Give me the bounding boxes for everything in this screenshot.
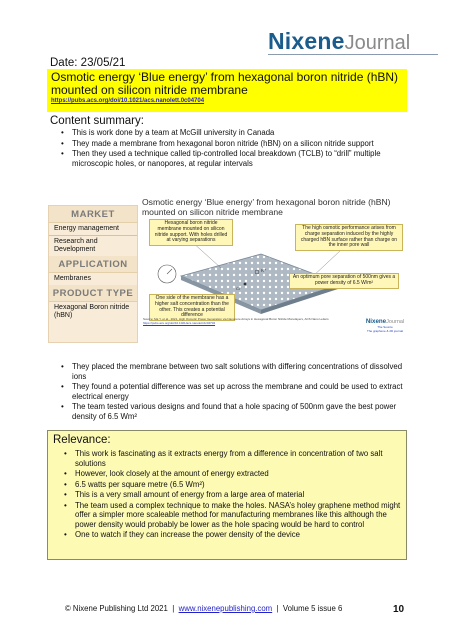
footer-separator: | xyxy=(276,604,279,613)
summary-figure xyxy=(48,197,407,343)
page-footer xyxy=(65,604,405,613)
figure-logo-tag: The graphene & 2D journal xyxy=(366,329,404,333)
ion-charge-label: K⁺ xyxy=(261,268,267,273)
list-item: • This is work done by a team at McGill university in Canada xyxy=(58,128,408,138)
details-list xyxy=(58,362,408,422)
footer-website-link[interactable]: www.nixenepublishing.com xyxy=(178,604,273,613)
list-item: • 6.5 watts per square metre (6.5 Wm²) xyxy=(61,480,401,490)
journal-logo xyxy=(268,28,438,54)
membrane-illustration xyxy=(141,218,407,343)
figure-logo-main: Nixene xyxy=(365,318,387,325)
list-item: • This work is fascinating as it extracts energy from a difference in concentration of two salt solutions xyxy=(61,449,401,468)
relevance-list xyxy=(61,449,401,540)
figure-logo-tag: The Source xyxy=(377,325,393,329)
figure-logo-sub: Journal xyxy=(386,319,405,325)
list-item: • One to watch if they can increase the power density of the device xyxy=(61,530,401,540)
market-item: Research and Development xyxy=(54,238,98,253)
list-item: • They placed the membrane between two salt solutions with differing concentrations of dissolved ions xyxy=(58,362,408,381)
relevance-heading: Relevance: xyxy=(53,434,111,446)
list-item: • The team used a complex technique to make the holes. NASA’s holey graphene method might offer a simpler more scaleable method for manufacturing membranes like this although the power density would probably be lower as the hole spacing would be hard to control xyxy=(61,501,401,530)
footer-separator: | xyxy=(172,604,175,613)
figure-source-link[interactable]: https://pubs.acs.org/doi/10.1021/acs.nanolett.0c04704 xyxy=(143,320,216,325)
list-item: • Then they used a technique called tip-controlled local breakdown (TCLB) to “drill” multiple microscopic holes, or nanopores, at regular intervals xyxy=(58,149,408,168)
callout-optimum-spacing: An optimum pore separation of 500nm gives a power density of 6.5 W/m² xyxy=(289,273,399,289)
list-item: • However, look closely at the amount of energy extracted xyxy=(61,469,401,479)
market-item: Energy management xyxy=(49,223,137,236)
list-item: • This is a very small amount of energy from a large area of material xyxy=(61,490,401,500)
ion-marker xyxy=(244,283,247,286)
callout-salt-concentration: One side of the membrane has a higher salt concentration than the other. This creates a potential difference xyxy=(149,294,235,321)
product-type-heading: PRODUCT TYPE xyxy=(49,285,137,302)
footer-volume: Volume 5 issue 6 xyxy=(282,604,343,613)
logo-main-text: Nixene xyxy=(268,28,345,54)
page-number: 10 xyxy=(393,604,405,615)
figure-logo xyxy=(363,316,407,333)
ion-charge-label: Cl⁻ xyxy=(236,286,242,291)
summary-heading: Content summary: xyxy=(50,115,144,127)
header-rule xyxy=(268,54,438,55)
article-date: Date: 23/05/21 xyxy=(50,57,126,69)
list-item: • They found a potential difference was set up across the membrane and could be used to extract electrical energy xyxy=(58,382,408,401)
list-item: • The team tested various designs and found that a hole spacing of 500nm gave the best power density of 6.5 Wm² xyxy=(58,402,408,421)
market-heading: MARKET xyxy=(49,206,137,223)
logo-sub-text: Journal xyxy=(344,32,411,54)
classification-sidebar xyxy=(48,205,138,343)
application-heading: APPLICATION xyxy=(49,256,137,273)
footer-copyright: © Nixene Publishing Ltd 2021 xyxy=(65,604,168,613)
list-item: • They made a membrane from hexagonal boron nitride (hBN) on a silicon nitride support xyxy=(58,139,408,149)
summary-list xyxy=(58,128,408,169)
callout-membrane: Hexagonal boron nitride membrane mounted on silicon nitride support. With holes drilled at varying separations xyxy=(149,219,233,246)
callout-charge-separation: The high osmotic performance arises from charge separation induced by the highly charged hBN surface rather than charge on the inner pore wall xyxy=(295,224,403,251)
relevance-box xyxy=(47,430,407,560)
application-item: Membranes xyxy=(54,275,91,282)
article-title-box xyxy=(47,69,407,112)
figure-title: Osmotic energy ‘Blue energy’ from hexagonal boron nitride (hBN) mounted on silicon nitride membrane xyxy=(142,197,391,217)
article-title: Osmotic energy ‘Blue energy’ from hexagonal boron nitride (hBN) mounted on silicon nitride membrane xyxy=(51,70,399,97)
article-source-link[interactable]: https://pubs.acs.org/doi/10.1021/acs.nanolett.0c04704 xyxy=(51,98,205,104)
product-type-item: Hexagonal Boron nitride (hBN) xyxy=(54,304,130,319)
figure-source-text: Source: Ma Y. et al., 2021, High Osmotic Power Generation via Nanopore Arrays in Hexagonal Boron Nitride Monolayers, ACS Nano Letters xyxy=(143,317,329,321)
figure-source xyxy=(143,318,343,325)
